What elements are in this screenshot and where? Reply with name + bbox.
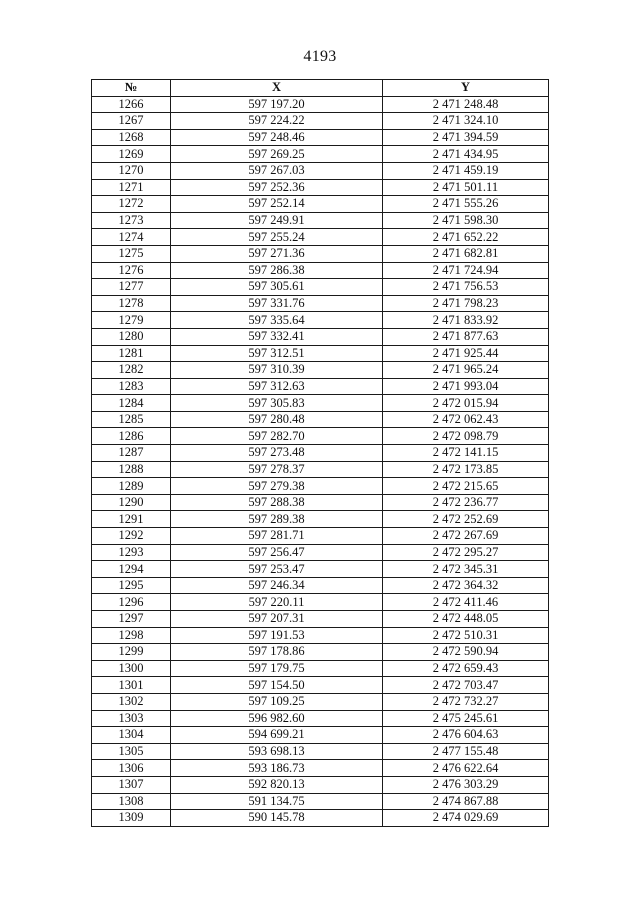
cell-number: 1301: [92, 677, 171, 694]
table-row: [92, 113, 549, 130]
table-row: [92, 677, 549, 694]
cell-x: 597 269.25: [171, 146, 383, 163]
cell-y: 2 472 098.79: [383, 428, 549, 445]
table-row: [92, 693, 549, 710]
cell-y: 2 471 925.44: [383, 345, 549, 362]
cell-x: 597 191.53: [171, 627, 383, 644]
table-row: [92, 411, 549, 428]
cell-x: 597 279.38: [171, 478, 383, 495]
cell-number: 1285: [92, 411, 171, 428]
cell-x: 597 256.47: [171, 544, 383, 561]
cell-number: 1267: [92, 113, 171, 130]
page-number: 4193: [303, 48, 337, 65]
cell-x: 597 288.38: [171, 494, 383, 511]
table-row: [92, 743, 549, 760]
cell-number: 1281: [92, 345, 171, 362]
cell-y: 2 471 756.53: [383, 279, 549, 296]
cell-number: 1277: [92, 279, 171, 296]
cell-number: 1300: [92, 660, 171, 677]
table-row: [92, 378, 549, 395]
cell-x: 597 197.20: [171, 96, 383, 113]
table-row: [92, 428, 549, 445]
table-row: [92, 295, 549, 312]
cell-y: 2 472 659.43: [383, 660, 549, 677]
cell-x: 597 249.91: [171, 212, 383, 229]
cell-x: 597 273.48: [171, 445, 383, 462]
cell-x: 597 255.24: [171, 229, 383, 246]
table-row: [92, 494, 549, 511]
cell-number: 1275: [92, 245, 171, 262]
table-header-row: [92, 80, 549, 97]
cell-y: 2 472 173.85: [383, 461, 549, 478]
cell-x: 597 332.41: [171, 328, 383, 345]
cell-y: 2 471 652.22: [383, 229, 549, 246]
cell-number: 1266: [92, 96, 171, 113]
cell-y: 2 476 622.64: [383, 760, 549, 777]
coordinates-table: [91, 79, 549, 827]
table-row: [92, 511, 549, 528]
cell-number: 1293: [92, 544, 171, 561]
cell-number: 1273: [92, 212, 171, 229]
cell-number: 1299: [92, 644, 171, 661]
table-row: [92, 96, 549, 113]
cell-x: 597 305.61: [171, 279, 383, 296]
table-row: [92, 710, 549, 727]
table-row: [92, 561, 549, 578]
cell-x: 597 207.31: [171, 611, 383, 628]
cell-y: 2 475 245.61: [383, 710, 549, 727]
cell-y: 2 471 682.81: [383, 245, 549, 262]
cell-number: 1307: [92, 776, 171, 793]
table-row: [92, 328, 549, 345]
cell-y: 2 471 324.10: [383, 113, 549, 130]
table-row: [92, 611, 549, 628]
cell-x: 593 186.73: [171, 760, 383, 777]
table-row: [92, 461, 549, 478]
cell-y: 2 471 394.59: [383, 129, 549, 146]
cell-y: 2 472 295.27: [383, 544, 549, 561]
cell-x: 597 154.50: [171, 677, 383, 694]
table-row: [92, 544, 549, 561]
cell-y: 2 472 141.15: [383, 445, 549, 462]
table-row: [92, 760, 549, 777]
cell-number: 1272: [92, 196, 171, 213]
cell-y: 2 471 248.48: [383, 96, 549, 113]
table-row: [92, 362, 549, 379]
cell-x: 597 289.38: [171, 511, 383, 528]
cell-number: 1309: [92, 810, 171, 827]
table-row: [92, 644, 549, 661]
cell-y: 2 474 867.88: [383, 793, 549, 810]
cell-x: 597 312.51: [171, 345, 383, 362]
cell-number: 1303: [92, 710, 171, 727]
cell-number: 1291: [92, 511, 171, 528]
cell-y: 2 472 267.69: [383, 528, 549, 545]
cell-number: 1292: [92, 528, 171, 545]
cell-x: 597 312.63: [171, 378, 383, 395]
table-row: [92, 312, 549, 329]
table-row: [92, 577, 549, 594]
cell-x: 597 220.11: [171, 594, 383, 611]
cell-x: 597 278.37: [171, 461, 383, 478]
cell-x: 591 134.75: [171, 793, 383, 810]
cell-number: 1294: [92, 561, 171, 578]
cell-y: 2 472 345.31: [383, 561, 549, 578]
cell-y: 2 472 411.46: [383, 594, 549, 611]
table-row: [92, 212, 549, 229]
cell-number: 1306: [92, 760, 171, 777]
cell-x: 597 310.39: [171, 362, 383, 379]
cell-y: 2 472 448.05: [383, 611, 549, 628]
cell-x: 597 286.38: [171, 262, 383, 279]
cell-x: 597 109.25: [171, 693, 383, 710]
cell-x: 597 267.03: [171, 162, 383, 179]
cell-x: 597 248.46: [171, 129, 383, 146]
cell-number: 1276: [92, 262, 171, 279]
table-body: [92, 96, 549, 826]
cell-number: 1305: [92, 743, 171, 760]
cell-y: 2 472 590.94: [383, 644, 549, 661]
cell-y: 2 471 798.23: [383, 295, 549, 312]
table-row: [92, 660, 549, 677]
cell-y: 2 471 965.24: [383, 362, 549, 379]
cell-x: 597 271.36: [171, 245, 383, 262]
cell-x: 593 698.13: [171, 743, 383, 760]
cell-y: 2 474 029.69: [383, 810, 549, 827]
cell-number: 1287: [92, 445, 171, 462]
cell-x: 597 179.75: [171, 660, 383, 677]
cell-number: 1279: [92, 312, 171, 329]
table-row: [92, 345, 549, 362]
table-row: [92, 229, 549, 246]
cell-x: 597 282.70: [171, 428, 383, 445]
cell-y: 2 476 604.63: [383, 727, 549, 744]
column-header-number: №: [92, 80, 171, 97]
table-row: [92, 146, 549, 163]
cell-number: 1283: [92, 378, 171, 395]
table-row: [92, 478, 549, 495]
cell-number: 1289: [92, 478, 171, 495]
cell-y: 2 472 015.94: [383, 395, 549, 412]
cell-y: 2 471 555.26: [383, 196, 549, 213]
cell-number: 1270: [92, 162, 171, 179]
table-row: [92, 196, 549, 213]
cell-y: 2 471 833.92: [383, 312, 549, 329]
cell-y: 2 472 062.43: [383, 411, 549, 428]
table-row: [92, 528, 549, 545]
table-row: [92, 395, 549, 412]
cell-number: 1268: [92, 129, 171, 146]
cell-number: 1274: [92, 229, 171, 246]
table-row: [92, 179, 549, 196]
cell-number: 1278: [92, 295, 171, 312]
cell-number: 1282: [92, 362, 171, 379]
table-row: [92, 727, 549, 744]
cell-y: 2 471 459.19: [383, 162, 549, 179]
cell-y: 2 476 303.29: [383, 776, 549, 793]
cell-y: 2 472 364.32: [383, 577, 549, 594]
cell-x: 590 145.78: [171, 810, 383, 827]
cell-x: 597 280.48: [171, 411, 383, 428]
cell-y: 2 472 215.65: [383, 478, 549, 495]
cell-x: 594 699.21: [171, 727, 383, 744]
cell-y: 2 471 993.04: [383, 378, 549, 395]
cell-number: 1269: [92, 146, 171, 163]
cell-number: 1296: [92, 594, 171, 611]
cell-number: 1295: [92, 577, 171, 594]
cell-number: 1271: [92, 179, 171, 196]
cell-y: 2 471 501.11: [383, 179, 549, 196]
table-row: [92, 445, 549, 462]
cell-x: 597 178.86: [171, 644, 383, 661]
table-row: [92, 810, 549, 827]
cell-x: 592 820.13: [171, 776, 383, 793]
cell-number: 1297: [92, 611, 171, 628]
cell-x: 597 281.71: [171, 528, 383, 545]
cell-number: 1302: [92, 693, 171, 710]
table-row: [92, 594, 549, 611]
table-row: [92, 162, 549, 179]
cell-y: 2 472 703.47: [383, 677, 549, 694]
cell-y: 2 471 434.95: [383, 146, 549, 163]
cell-x: 596 982.60: [171, 710, 383, 727]
table-row: [92, 129, 549, 146]
cell-number: 1288: [92, 461, 171, 478]
column-header-y: Y: [383, 80, 549, 97]
cell-y: 2 471 724.94: [383, 262, 549, 279]
table-row: [92, 793, 549, 810]
cell-x: 597 252.14: [171, 196, 383, 213]
cell-x: 597 252.36: [171, 179, 383, 196]
cell-x: 597 335.64: [171, 312, 383, 329]
table-row: [92, 627, 549, 644]
cell-y: 2 471 877.63: [383, 328, 549, 345]
cell-x: 597 253.47: [171, 561, 383, 578]
cell-y: 2 477 155.48: [383, 743, 549, 760]
cell-number: 1286: [92, 428, 171, 445]
cell-number: 1308: [92, 793, 171, 810]
cell-number: 1284: [92, 395, 171, 412]
table-row: [92, 279, 549, 296]
cell-y: 2 472 732.27: [383, 693, 549, 710]
table-row: [92, 262, 549, 279]
cell-x: 597 246.34: [171, 577, 383, 594]
cell-y: 2 471 598.30: [383, 212, 549, 229]
cell-number: 1298: [92, 627, 171, 644]
cell-number: 1304: [92, 727, 171, 744]
cell-number: 1290: [92, 494, 171, 511]
table-row: [92, 776, 549, 793]
cell-y: 2 472 236.77: [383, 494, 549, 511]
cell-x: 597 224.22: [171, 113, 383, 130]
table-row: [92, 245, 549, 262]
cell-number: 1280: [92, 328, 171, 345]
cell-y: 2 472 252.69: [383, 511, 549, 528]
column-header-x: X: [171, 80, 383, 97]
cell-y: 2 472 510.31: [383, 627, 549, 644]
cell-x: 597 331.76: [171, 295, 383, 312]
cell-x: 597 305.83: [171, 395, 383, 412]
